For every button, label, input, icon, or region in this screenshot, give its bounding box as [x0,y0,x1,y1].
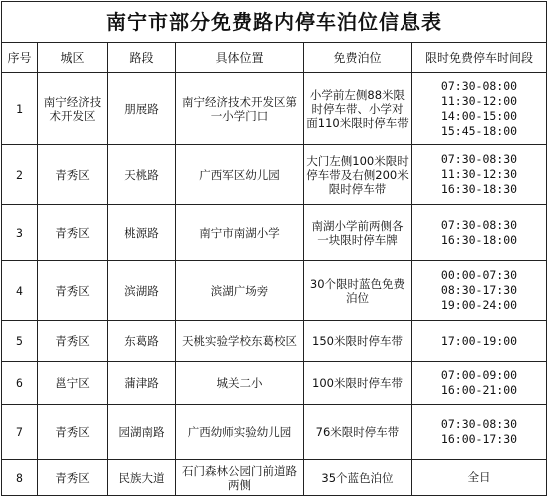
cell-no: 4 [2,261,38,321]
cell-district: 青秀区 [38,405,108,460]
cell-road: 蒲津路 [108,362,176,405]
cell-times [412,261,547,321]
header-location: 具体位置 [176,43,304,73]
cell-road: 滨湖路 [108,261,176,321]
cell-no: 7 [2,405,38,460]
cell-district: 青秀区 [38,261,108,321]
time-slot: 16:30-18:30 [440,182,518,196]
time-slot: 00:00-07:30 [440,268,518,282]
cell-no: 3 [2,205,38,261]
time-slot: 07:30-08:30 [440,417,518,431]
cell-district: 青秀区 [38,205,108,261]
cell-road: 天桃路 [108,145,176,205]
parking-info-sheet [1,1,546,499]
cell-spots: 大门左侧100米限时停车带及右侧200米限时停车带 [304,145,412,205]
cell-no: 8 [2,460,38,496]
cell-road: 园湖南路 [108,405,176,460]
cell-no: 2 [2,145,38,205]
cell-location: 天桃实验学校东葛校区 [176,321,304,362]
table-row [2,73,547,145]
cell-spots: 150米限时停车带 [304,321,412,362]
parking-table [1,1,547,496]
cell-location: 广西军区幼儿园 [176,145,304,205]
cell-spots: 小学前左侧88米限时停车带、小学对面110米限时停车带 [304,73,412,145]
cell-district: 青秀区 [38,145,108,205]
cell-road: 桃源路 [108,205,176,261]
cell-location: 滨湖广场旁 [176,261,304,321]
cell-times [412,460,547,496]
time-slot: 11:30-12:00 [440,93,518,108]
table-row [2,405,547,460]
table-row [2,321,547,362]
time-slot: 11:30-12:30 [440,167,518,181]
table-row [2,460,547,496]
cell-spots: 30个限时蓝色免费泊位 [304,261,412,321]
cell-no: 1 [2,73,38,145]
cell-no: 6 [2,362,38,405]
header-road: 路段 [108,43,176,73]
cell-spots: 南湖小学前两侧各一块限时停车牌 [304,205,412,261]
time-slot: 17:00-19:00 [440,333,518,348]
cell-district: 邕宁区 [38,362,108,405]
cell-location: 广西幼师实验幼儿园 [176,405,304,460]
time-slot: 07:30-08:30 [440,152,518,166]
cell-times [412,73,547,145]
time-slot: 08:30-17:30 [440,283,518,297]
header-no: 序号 [2,43,38,73]
table-title: 南宁市部分免费路内停车泊位信息表 [2,2,547,43]
table-row [2,205,547,261]
cell-district: 南宁经济技术开发区 [38,73,108,145]
cell-location: 南宁经济技术开发区第一小学门口 [176,73,304,145]
time-slot: 19:00-24:00 [440,298,518,312]
time-slot: 16:30-18:00 [440,232,518,247]
time-slot: 14:00-15:00 [440,108,518,123]
time-slot: 15:45-18:00 [440,123,518,138]
header-times: 限时免费停车时间段 [412,43,547,73]
table-row [2,145,547,205]
time-slot: 16:00-17:30 [440,432,518,446]
time-slot: 07:30-08:00 [440,78,518,93]
cell-district: 青秀区 [38,460,108,496]
cell-times [412,362,547,405]
cell-location: 城关二小 [176,362,304,405]
cell-times [412,205,547,261]
table-row [2,362,547,405]
cell-times [412,145,547,205]
cell-district: 青秀区 [38,321,108,362]
header-spots: 免费泊位 [304,43,412,73]
time-slot: 07:30-08:30 [440,217,518,232]
cell-spots: 35个蓝色泊位 [304,460,412,496]
cell-spots: 100米限时停车带 [304,362,412,405]
cell-times [412,405,547,460]
cell-location: 石门森林公园门前道路两侧 [176,460,304,496]
cell-location: 南宁市南湖小学 [176,205,304,261]
time-slot: 16:00-21:00 [440,383,518,397]
time-slot: 全日 [467,470,491,484]
cell-road: 朋展路 [108,73,176,145]
cell-no: 5 [2,321,38,362]
cell-road: 民族大道 [108,460,176,496]
cell-road: 东葛路 [108,321,176,362]
table-row [2,261,547,321]
header-district: 城区 [38,43,108,73]
time-slot: 07:00-09:00 [440,368,518,382]
header-row [2,43,547,73]
cell-spots: 76米限时停车带 [304,405,412,460]
cell-times [412,321,547,362]
